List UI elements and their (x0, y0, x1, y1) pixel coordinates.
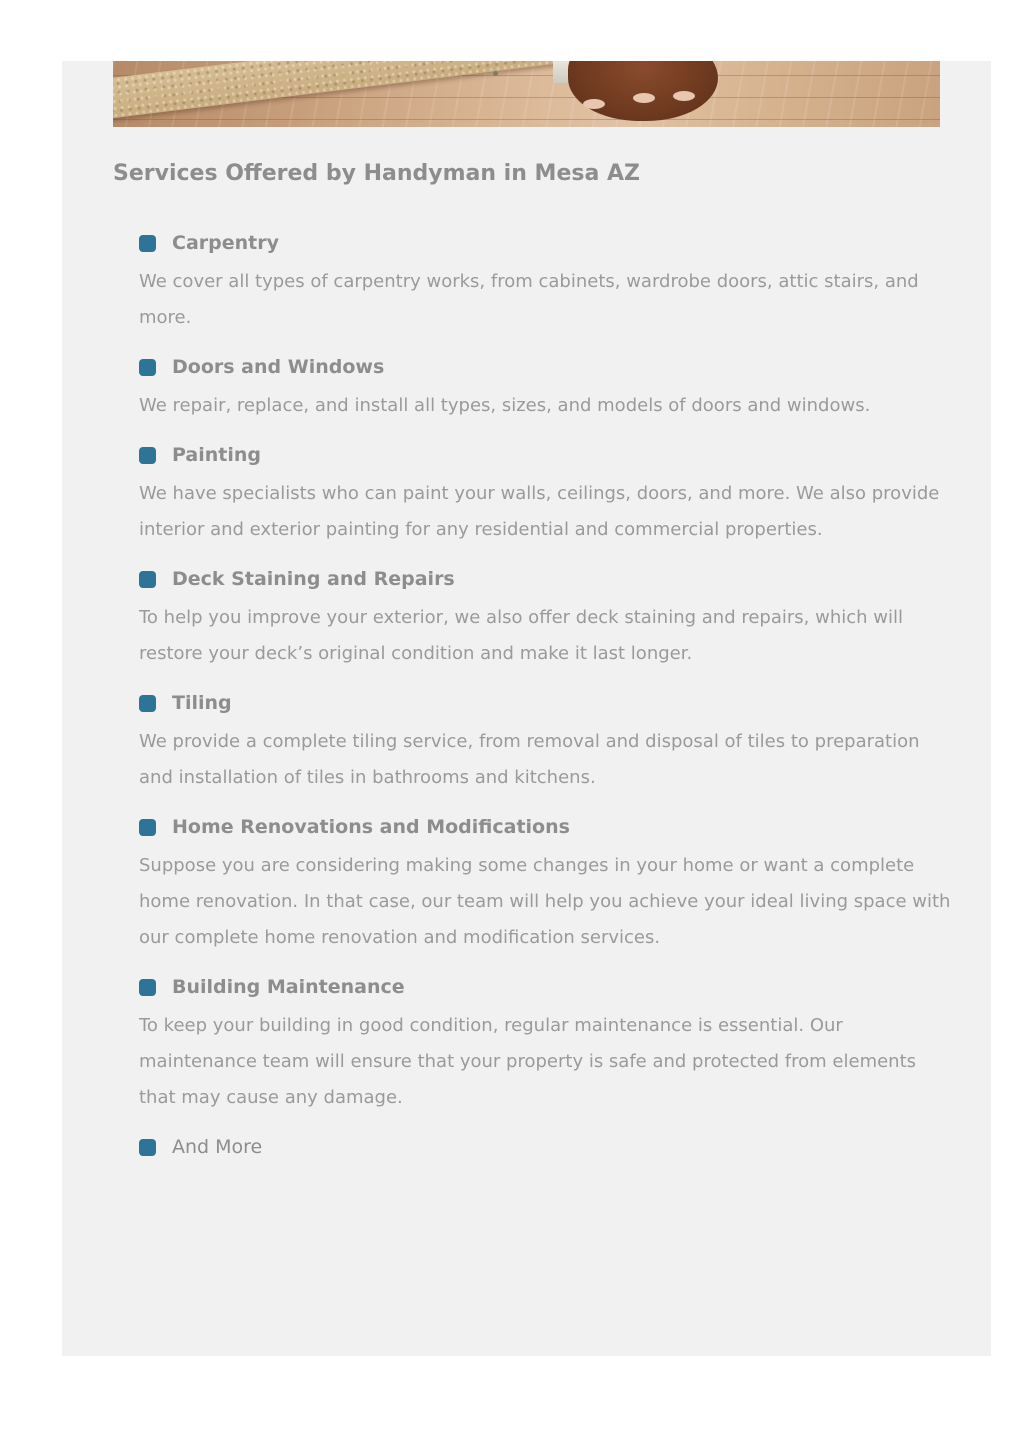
fingernail-shape (673, 91, 695, 101)
service-item-doors-and-windows (139, 352, 954, 424)
service-name: Building Maintenance (172, 976, 405, 998)
service-name: Deck Staining and Repairs (172, 568, 455, 590)
service-name: Doors and Windows (172, 356, 385, 378)
service-name: Tiling (172, 692, 232, 714)
service-item-deck-staining (139, 564, 954, 672)
service-description: To keep your building in good condition, regular maintenance is essential. Our maintenance team will ensure that your property is safe and protected from elements that may cause any damage. (139, 1015, 917, 1108)
square-bullet-icon (139, 979, 156, 996)
fingernail-shape (633, 93, 655, 103)
service-name: And More (172, 1136, 263, 1158)
services-list (139, 228, 954, 1178)
square-bullet-icon (139, 447, 156, 464)
service-description: Suppose you are considering making some changes in your home or want a complete home renovation. In that case, our team will help you achieve your ideal living space with our complete home renovation and modification services. (139, 855, 951, 948)
square-bullet-icon (139, 235, 156, 252)
carpentry-photo-image (113, 61, 940, 127)
service-name: Carpentry (172, 232, 279, 254)
floor-plank-line (113, 119, 940, 120)
square-bullet-icon (139, 695, 156, 712)
service-name: Home Renovations and Modifications (172, 816, 570, 838)
service-item-building-maintenance (139, 972, 954, 1116)
square-bullet-icon (139, 571, 156, 588)
service-item-and-more (139, 1132, 954, 1162)
service-description: We provide a complete tiling service, from removal and disposal of tiles to preparation and installation of tiles in bathrooms and kitchens. (139, 731, 920, 788)
content-card (62, 61, 991, 1356)
service-name: Painting (172, 444, 261, 466)
square-bullet-icon (139, 819, 156, 836)
fingernail-shape (583, 99, 605, 109)
service-item-home-renovations (139, 812, 954, 956)
service-item-carpentry (139, 228, 954, 336)
hand-shape (568, 61, 718, 121)
service-item-painting (139, 440, 954, 548)
service-description: We cover all types of carpentry works, from cabinets, wardrobe doors, attic stairs, and more. (139, 271, 919, 328)
service-description: We repair, replace, and install all types, sizes, and models of doors and windows. (139, 395, 871, 416)
service-description: We have specialists who can paint your walls, ceilings, doors, and more. We also provide interior and exterior painting for any residential and commercial properties. (139, 483, 940, 540)
square-bullet-icon (139, 1139, 156, 1156)
screw-shape (493, 71, 498, 76)
service-description: To help you improve your exterior, we also offer deck staining and repairs, which will restore your deck’s original condition and make it last longer. (139, 607, 903, 664)
square-bullet-icon (139, 359, 156, 376)
service-item-tiling (139, 688, 954, 796)
section-title: Services Offered by Handyman in Mesa AZ (113, 161, 640, 186)
